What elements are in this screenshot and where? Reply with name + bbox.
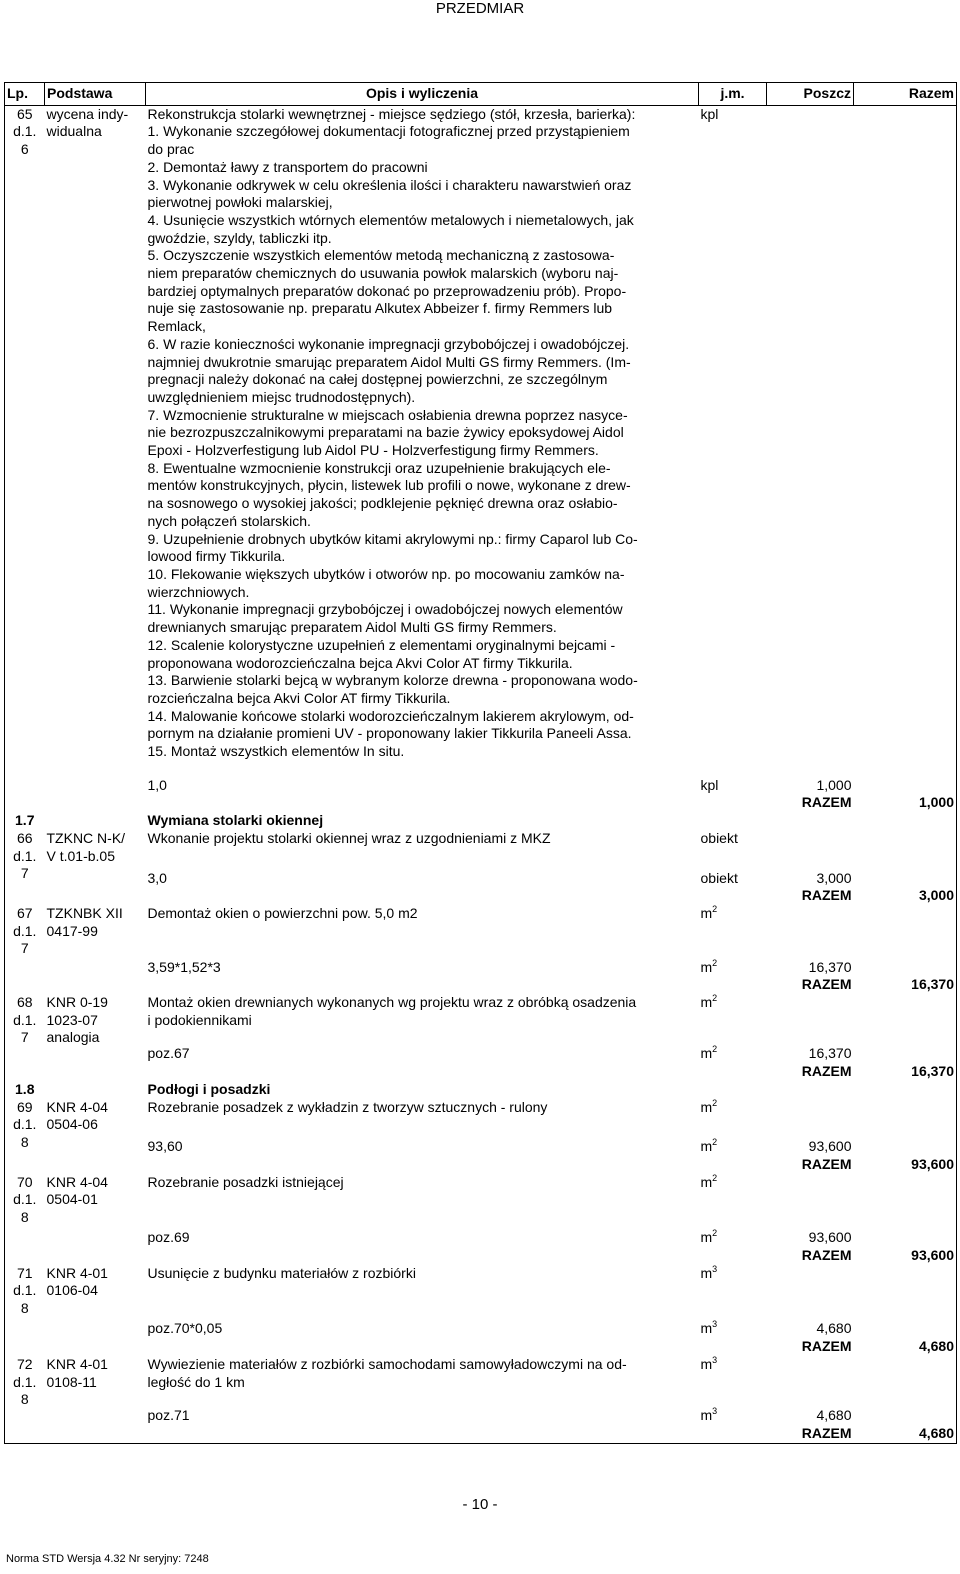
unit-exponent: 2 (712, 957, 718, 968)
position-empty-cell (854, 105, 957, 761)
unit-exponent: 2 (712, 1137, 718, 1148)
position-basis (45, 830, 146, 887)
total-spacer (45, 887, 146, 905)
calculation-row (5, 1029, 957, 1063)
total-label: RAZEM (801, 1063, 852, 1080)
cost-estimate-table (4, 82, 957, 1444)
position-description (146, 830, 699, 848)
position-basis-line: KNR 4-01 (46, 1355, 108, 1372)
total-label: RAZEM (699, 1425, 854, 1443)
page-header: PRZEDMIAR (435, 0, 525, 17)
position-number-line: 67 (16, 904, 33, 921)
total-spacer (5, 794, 45, 812)
position-empty-cell (767, 105, 854, 761)
section-spacer (767, 812, 854, 830)
total-value: 93,600 (854, 1247, 957, 1265)
total-spacer (146, 1156, 699, 1174)
unit-exponent: 3 (712, 1263, 718, 1274)
total-spacer (146, 1338, 699, 1356)
col-header-lp: Lp. (5, 83, 45, 106)
position-basis (45, 905, 146, 976)
description-line: wierzchniowych. (147, 583, 250, 600)
col-header-jm: j.m. (699, 83, 767, 106)
position-number-line: 66 (16, 829, 33, 846)
total-value: 4,680 (854, 1425, 957, 1443)
position-empty-cell (854, 1099, 957, 1117)
position-basis-line: wycena indy- (46, 105, 129, 122)
unit-text: m (700, 1098, 713, 1115)
calculation-unit (699, 1191, 767, 1247)
unit-exponent: 2 (712, 1097, 718, 1108)
description-line: 1. Wykonanie szczegółowej dokumentacji fotograficznej przed przystąpieniem (147, 123, 630, 140)
calculation-quantity: 1,000 (816, 776, 852, 793)
unit-exponent: 2 (712, 1228, 718, 1239)
position-description (146, 1265, 699, 1283)
unit-exponent: 2 (712, 1172, 718, 1183)
unit-text: m (700, 1173, 713, 1190)
unit-text: m (700, 1320, 713, 1337)
position-basis (45, 1099, 146, 1156)
description-line: 2. Demontaż ławy z transportem do pracowni (147, 158, 428, 175)
position-empty-cell (854, 1191, 957, 1247)
position-empty-cell (854, 1391, 957, 1425)
position-number-line: 7 (20, 865, 29, 882)
total-row (5, 1247, 957, 1265)
position-number-line: d.1. (13, 847, 37, 864)
description-line: 9. Uzupełnienie drobnych ubytków kitami akrylowymi np.: firmy Caparol lub Co- (147, 530, 638, 547)
unit-text: obiekt (700, 829, 738, 846)
description-line: najmniej dwukrotnie smarując preparatem Aidol Multi GS firmy Remmers. (Im- (147, 353, 631, 370)
description-line: 8. Ewentualne wzmocnienie konstrukcji oraz uzupełnienie brakujących ele- (147, 459, 611, 476)
total-spacer (5, 1425, 45, 1443)
section-spacer (767, 1081, 854, 1099)
total-label: RAZEM (801, 1247, 852, 1264)
position-number-line: d.1. (13, 1116, 37, 1133)
position-unit (699, 905, 767, 923)
position-basis-line: 0106-04 (46, 1282, 98, 1299)
calculation-formula: poz.70*0,05 (147, 1320, 223, 1337)
calculation-quantity: 16,370 (808, 958, 852, 975)
calculation-formula: 93,60 (147, 1138, 183, 1155)
total-spacer (146, 1063, 699, 1081)
description-line: Remlack, (147, 318, 206, 335)
calculation-quantity: 93,600 (808, 1138, 852, 1155)
position-basis (45, 1174, 146, 1247)
description-line: 4. Usunięcie wszystkich wtórnych elementów metalowych i niemetalowych, jak (147, 211, 634, 228)
position-basis-line: KNR 4-04 (46, 1173, 108, 1190)
calculation-unit (699, 1282, 767, 1338)
unit-exponent: 2 (712, 1044, 718, 1055)
position-unit (699, 994, 767, 1029)
calculation-unit (699, 761, 767, 795)
unit-text: m (700, 904, 713, 921)
col-header-razem: Razem (854, 83, 957, 106)
calculation-row (5, 1191, 957, 1247)
position-empty-cell (767, 994, 854, 1029)
position-number-line: d.1. (13, 1191, 37, 1208)
description-line: Usunięcie z budynku materiałów z rozbiórki (147, 1264, 416, 1281)
position-empty-cell (767, 1099, 854, 1117)
calculation-unit (699, 1029, 767, 1063)
position-number-line: d.1. (13, 1373, 37, 1390)
position-row (5, 1356, 957, 1391)
total-spacer (5, 976, 45, 994)
position-basis-line: KNR 4-01 (46, 1264, 108, 1281)
position-basis (45, 105, 146, 794)
position-description (146, 905, 699, 923)
total-spacer (5, 1338, 45, 1356)
total-spacer (146, 976, 699, 994)
position-description (146, 1174, 699, 1192)
description-line: lowood firmy Tikkurila. (147, 548, 286, 565)
description-line: 13. Barwienie stolarki bejcą w wybranym kolorze drewna - proponowana wodo- (147, 672, 638, 689)
total-row (5, 887, 957, 905)
position-empty-cell (854, 1116, 957, 1156)
description-line: Epoxi - Holzverfestigung lub Aidol PU - Holzverfestigung firmy Remmers. (147, 442, 599, 459)
description-line: drewnianych smarując preparatem Aidol Multi GS firmy Remmers. (147, 619, 557, 636)
position-row (5, 1099, 957, 1117)
unit-exponent: 3 (712, 1406, 718, 1417)
description-line: bardziej optymalnych preparatów dokonać po przeprowadzeniu prób). Propo- (147, 282, 627, 299)
position-unit (699, 1099, 767, 1117)
calculation-quantity: 4,680 (816, 1407, 852, 1424)
position-empty-cell (767, 905, 854, 923)
unit-text: m (700, 1264, 713, 1281)
total-row (5, 794, 957, 812)
calculation-quantity: 93,600 (808, 1229, 852, 1246)
total-spacer (146, 887, 699, 905)
description-line: niem preparatów chemicznych do usuwania powłok malarskich (wyboru naj- (147, 265, 619, 282)
description-line: na sosnowego o wysokiej jakości; podklejenie pęknięć drewna oraz osłabio- (147, 495, 618, 512)
position-number-line: 7 (20, 940, 29, 957)
calculation-row (5, 1391, 957, 1425)
total-row (5, 1063, 957, 1081)
calculation-formula: poz.71 (147, 1407, 190, 1424)
total-value: 4,680 (854, 1338, 957, 1356)
position-unit (699, 830, 767, 848)
calculation-quantity: 16,370 (808, 1045, 852, 1062)
description-line: pierwotnej powłoki malarskiej, (147, 194, 333, 211)
description-line: ległość do 1 km (147, 1373, 245, 1390)
unit-text: m (700, 1355, 713, 1372)
description-line: 11. Wykonanie impregnacji grzybobójczej i owadobójczej nowych elementów (147, 601, 623, 618)
unit-text: kpl (700, 105, 719, 122)
position-basis-line: KNR 0-19 (46, 994, 108, 1011)
position-number (5, 1174, 45, 1247)
position-row (5, 1174, 957, 1192)
position-description (146, 1099, 699, 1117)
calculation-unit (699, 1116, 767, 1156)
position-basis (45, 1356, 146, 1425)
description-line: 6. W razie konieczności wykonanie impregnacji grzybobójczej i owadobójczej. (147, 335, 630, 352)
unit-text: m (700, 1407, 713, 1424)
unit-text: m (700, 1229, 713, 1246)
calculation-row (5, 923, 957, 977)
position-basis-line: KNR 4-04 (46, 1098, 108, 1115)
position-basis-line: TZKNC N-K/ (46, 829, 126, 846)
position-row (5, 994, 957, 1029)
total-spacer (45, 794, 146, 812)
unit-text: kpl (700, 776, 719, 793)
calculation-formula: 3,59*1,52*3 (147, 958, 221, 975)
description-line: nuje się zastosowanie np. preparatu Alkutex Abbeizer f. firmy Remmers lub (147, 300, 613, 317)
position-basis-line: V t.01-b.05 (46, 847, 115, 864)
total-row (5, 1425, 957, 1443)
description-line: 3. Wykonanie odkrywek w celu określenia ilości i charakteru nawarstwień oraz (147, 176, 632, 193)
col-header-podstawa: Podstawa (45, 83, 146, 106)
position-number (5, 994, 45, 1063)
description-line: pornym na działanie promieni UV - proponowany lakier Tikkurila Paneeli Assa. (147, 725, 632, 742)
total-spacer (45, 1063, 146, 1081)
position-row (5, 105, 957, 761)
description-line: pregnacji należy dokonać na całej dostępnej powierzchni, ze szczególnym (147, 371, 608, 388)
position-empty-cell (767, 1356, 854, 1391)
position-row (5, 830, 957, 848)
calculation-formula: 1,0 (147, 776, 167, 793)
position-empty-cell (854, 1282, 957, 1338)
section-spacer (854, 812, 957, 830)
unit-exponent: 3 (712, 1354, 718, 1365)
total-value: 1,000 (854, 794, 957, 812)
calculation-unit (699, 848, 767, 888)
calculation-row (5, 848, 957, 888)
section-row (5, 1081, 957, 1099)
position-empty-cell (854, 1174, 957, 1192)
description-line: rozcieńczalna bejca Akvi Color AT firmy Tikkurila. (147, 689, 451, 706)
total-label: RAZEM (801, 794, 852, 811)
position-empty-cell (767, 1174, 854, 1192)
position-number-line: 7 (20, 1029, 29, 1046)
total-value: 3,000 (854, 887, 957, 905)
position-number-line: d.1. (13, 922, 37, 939)
total-label: RAZEM (801, 976, 852, 993)
position-empty-cell (854, 830, 957, 848)
position-number-line: 69 (16, 1098, 33, 1115)
position-basis-line: 0417-99 (46, 922, 98, 939)
unit-text: m (700, 1045, 713, 1062)
position-empty-cell (854, 994, 957, 1029)
table-body (5, 105, 957, 1443)
unit-exponent: 2 (712, 903, 718, 914)
position-number-line: 8 (20, 1133, 29, 1150)
section-spacer (699, 812, 767, 830)
col-header-opis: Opis i wyliczenia (146, 83, 699, 106)
total-spacer (5, 1063, 45, 1081)
description-line: i podokiennikami (147, 1011, 252, 1028)
description-line: nych połączeń stolarskich. (147, 512, 311, 529)
description-line: mentów konstrukcyjnych, płycin, listewek lub profili o nowe, wykonane z drew- (147, 477, 631, 494)
total-value: 16,370 (854, 1063, 957, 1081)
position-basis-line: 1023-07 (46, 1011, 98, 1028)
position-number-line: 6 (20, 141, 29, 158)
unit-text: m (700, 958, 713, 975)
total-spacer (45, 1338, 146, 1356)
total-row (5, 976, 957, 994)
position-empty-cell (854, 761, 957, 795)
description-line: 10. Flekowanie większych ubytków i otworów np. po mocowaniu zamków na- (147, 565, 625, 582)
position-description (146, 994, 699, 1029)
total-label: RAZEM (801, 1338, 852, 1355)
unit-exponent: 3 (712, 1319, 718, 1330)
description-line: Rozebranie posadzek z wykładzin z tworzyw sztucznych - rulony (147, 1098, 548, 1115)
total-spacer (5, 1156, 45, 1174)
position-row (5, 905, 957, 923)
description-line: do prac (147, 141, 195, 158)
position-empty-cell (854, 1356, 957, 1391)
position-number-line: 70 (16, 1173, 33, 1190)
calculation-formula: poz.69 (147, 1229, 190, 1246)
position-empty-cell (767, 830, 854, 848)
calculation-unit (699, 923, 767, 977)
total-spacer (45, 1156, 146, 1174)
position-number-line: 65 (16, 105, 33, 122)
description-line: nie bezrozpuszczalnikowymi preparatami na bazie żywicy epoksydowej Aidol (147, 424, 624, 441)
page-number: - 10 - (462, 1496, 498, 1513)
position-number (5, 830, 45, 887)
position-basis-line: widualna (46, 123, 102, 140)
position-row (5, 1265, 957, 1283)
section-spacer (45, 812, 146, 830)
position-number-line: d.1. (13, 123, 37, 140)
total-spacer (146, 1425, 699, 1443)
description-line: Rekonstrukcja stolarki wewnętrznej - miejsce sędziego (stół, krzesła, barierka): (147, 105, 636, 122)
position-basis-line: 0504-06 (46, 1116, 98, 1133)
position-number (5, 1356, 45, 1425)
calculation-formula: 3,0 (147, 869, 167, 886)
description-line: proponowana wodorozcieńczalna bejca Akvi Color AT firmy Tikkurila. (147, 654, 573, 671)
position-description (146, 1356, 699, 1391)
position-number-line: d.1. (13, 1011, 37, 1028)
section-title: Wymiana stolarki okiennej (147, 812, 324, 829)
position-number-line: d.1. (13, 1282, 37, 1299)
unit-text: m (700, 1138, 713, 1155)
position-basis-line: analogia (46, 1029, 100, 1046)
unit-exponent: 2 (712, 993, 718, 1004)
total-spacer (5, 887, 45, 905)
total-label: RAZEM (801, 1155, 852, 1172)
total-spacer (45, 1425, 146, 1443)
position-unit (699, 105, 767, 761)
description-line: gwoździe, szyldy, tabliczki itp. (147, 229, 332, 246)
unit-text: m (700, 994, 713, 1011)
position-number (5, 105, 45, 794)
position-empty-cell (854, 848, 957, 888)
description-line: 14. Malowanie końcowe stolarki wodorozcieńczalnym lakierem akrylowym, od- (147, 707, 634, 724)
total-row (5, 1156, 957, 1174)
total-spacer (146, 1247, 699, 1265)
position-unit (699, 1265, 767, 1283)
total-value: 93,600 (854, 1156, 957, 1174)
position-number (5, 905, 45, 976)
total-row (5, 1338, 957, 1356)
position-basis-line: 0108-11 (46, 1373, 97, 1390)
total-spacer (146, 794, 699, 812)
description-line: Wkonanie projektu stolarki okiennej wraz z uzgodnieniami z MKZ (147, 829, 551, 846)
description-line: 12. Scalenie kolorystyczne uzupełnień z elementami oryginalnymi bejcami - (147, 636, 616, 653)
total-spacer (45, 976, 146, 994)
position-basis (45, 994, 146, 1063)
section-spacer (45, 1081, 146, 1099)
section-spacer (699, 1081, 767, 1099)
position-empty-cell (854, 923, 957, 977)
total-label: RAZEM (801, 887, 852, 904)
calculation-unit (699, 1391, 767, 1425)
section-title: Podłogi i posadzki (147, 1080, 271, 1097)
section-row (5, 812, 957, 830)
description-line: uwzględnieniem miejsc trudnodostępnych). (147, 388, 416, 405)
section-number: 1.8 (5, 1081, 45, 1099)
position-number-line: 8 (20, 1300, 29, 1317)
total-value: 16,370 (854, 976, 957, 994)
position-number-line: 8 (20, 1391, 29, 1408)
description-line: 7. Wzmocnienie strukturalne w miejscach osłabienia drewna poprzez nasyce- (147, 406, 628, 423)
position-number (5, 1099, 45, 1156)
position-empty-cell (767, 1265, 854, 1283)
calculation-row (5, 761, 957, 795)
calculation-quantity: 3,000 (816, 869, 852, 886)
description-line: 5. Oczyszczenie wszystkich elementów metodą mechaniczną z zastosowa- (147, 247, 615, 264)
total-spacer (5, 1247, 45, 1265)
unit-text: obiekt (700, 869, 738, 886)
calculation-formula: poz.67 (147, 1045, 190, 1062)
position-empty-cell (854, 1029, 957, 1063)
col-header-poszcz: Poszcz (767, 83, 854, 106)
total-spacer (45, 1247, 146, 1265)
position-number-line: 71 (16, 1264, 33, 1281)
description-line: Montaż okien drewnianych wykonanych wg projektu wraz z obróbką osadzenia (147, 994, 637, 1011)
description-line: 15. Montaż wszystkich elementów In situ. (147, 743, 405, 760)
position-unit (699, 1356, 767, 1391)
description-line: Rozebranie posadzki istniejącej (147, 1173, 344, 1190)
position-empty-cell (854, 905, 957, 923)
position-basis-line: 0504-01 (46, 1191, 98, 1208)
section-spacer (854, 1081, 957, 1099)
description-line: Demontaż okien o powierzchni pow. 5,0 m2 (147, 904, 418, 921)
position-number (5, 1265, 45, 1338)
calculation-row (5, 1282, 957, 1338)
position-number-line: 8 (20, 1209, 29, 1226)
position-number-line: 72 (16, 1355, 33, 1372)
description-line: Wywiezienie materiałów z rozbiórki samochodami samowyładowczymi na od- (147, 1355, 627, 1372)
table-header-row (5, 83, 957, 106)
position-basis-line: TZKNBK XII (46, 904, 123, 921)
calculation-quantity: 4,680 (816, 1320, 852, 1337)
position-description (146, 105, 699, 761)
calculation-row (5, 1116, 957, 1156)
position-unit (699, 1174, 767, 1192)
section-number: 1.7 (5, 812, 45, 830)
position-basis (45, 1265, 146, 1338)
position-number-line: 68 (16, 994, 33, 1011)
software-footer: Norma STD Wersja 4.32 Nr seryjny: 7248 (6, 1553, 209, 1565)
position-empty-cell (854, 1265, 957, 1283)
